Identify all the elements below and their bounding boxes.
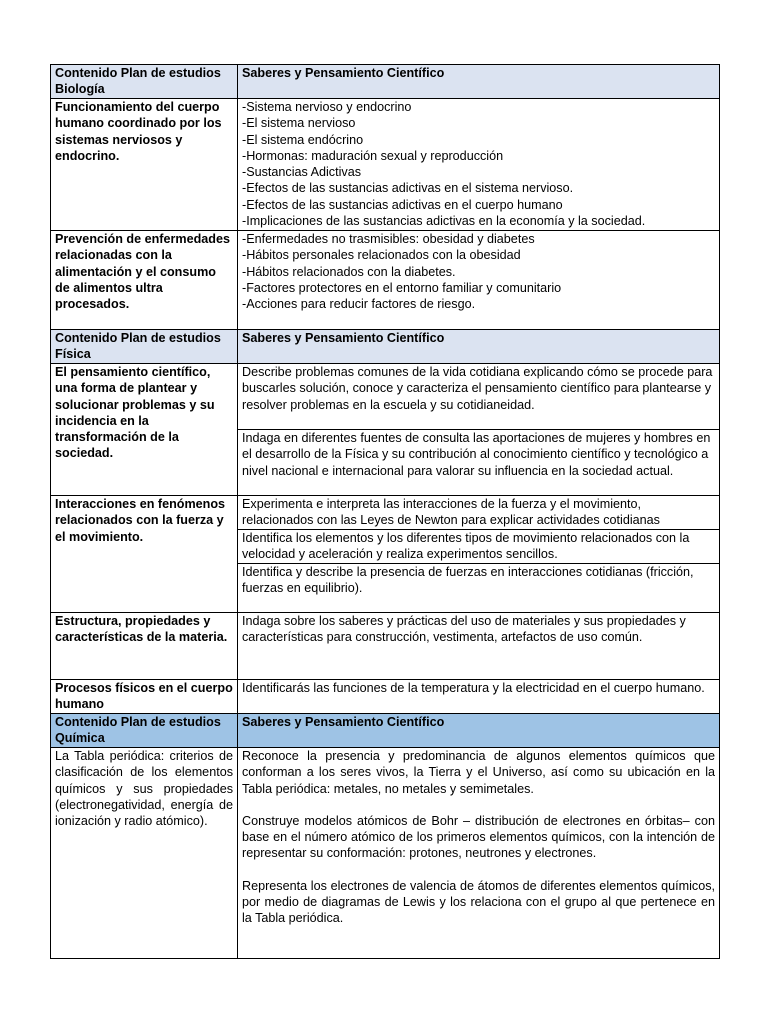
list-item: -Sistema nervioso y endocrino — [242, 100, 412, 114]
curriculum-table — [50, 64, 720, 959]
list-item: -Hábitos personales relacionados con la obesidad — [242, 248, 521, 263]
fisica-topic-2-item-3: Identifica y describe la presencia de fuerzas en interacciones cotidianas (fricción, fuerzas en equilibrio). — [238, 564, 720, 613]
quimica-paragraph: Construye modelos atómicos de Bohr – distribución de electrones en órbitas– con base en el número atómico de los primeros elementos químicos, con la intención de representar su conformación: protones, neutrones y electrones. — [242, 813, 715, 861]
fisica-topic-2-title: Interacciones en fenómenos relacionados con la fuerza y el movimiento. — [51, 496, 238, 613]
list-item: -El sistema nervioso — [242, 116, 356, 131]
list-item: -Efectos de las sustancias adictivas en el sistema nervioso. — [242, 181, 574, 196]
fisica-topic-1-item-1: Describe problemas comunes de la vida cotidiana explicando cómo se procede para buscarles solución, conoce y caracteriza el pensamiento científico para plantearse y resolver problemas en la escuela y su cotidianeidad. — [238, 364, 720, 430]
table-row — [51, 364, 720, 430]
list-item: -El sistema endócrino — [242, 132, 364, 147]
fisica-topic-2-item-1: Experimenta e interpreta las interacciones de la fuerza y el movimiento, relacionados con las Leyes de Newton para explicar actividades cotidianas — [238, 496, 720, 530]
biologia-col1-header: Contenido Plan de estudios Biología — [51, 65, 238, 99]
list-item: -Sustancias Adictivas — [242, 165, 361, 180]
table-row — [51, 613, 720, 680]
table-row — [51, 680, 720, 714]
biologia-header-row — [51, 65, 720, 99]
quimica-paragraph: Reconoce la presencia y predominancia de algunos elementos químicos que conforman a los seres vivos, la Tierra y el Universo, así como su ubicación en la Tabla periódica: metales, no metales y semimetales. — [242, 749, 715, 796]
fisica-topic-1-title: El pensamiento científico, una forma de plantear y solucionar problemas y su incidencia en la transformación de la sociedad. — [51, 364, 238, 496]
fisica-header-row — [51, 330, 720, 364]
list-item: -Hábitos relacionados con la diabetes. — [242, 264, 456, 279]
quimica-header-row — [51, 714, 720, 748]
biologia-topic-2-title: Prevención de enfermedades relacionadas con la alimentación y el consumo de alimentos ultra procesados. — [51, 231, 238, 330]
fisica-topic-1-item-2: Indaga en diferentes fuentes de consulta las aportaciones de mujeres y hombres en el desarrollo de la Física y su contribución al conocimiento científico y tecnológico a nivel nacional e internacional para valorar su influencia en la sociedad actual. — [238, 430, 720, 496]
quimica-col1-header: Contenido Plan de estudios Química — [51, 714, 238, 748]
biologia-topic-1-title: Funcionamiento del cuerpo humano coordinado por los sistemas nerviosos y endocrino. — [51, 99, 238, 231]
fisica-topic-2-item-2: Identifica los elementos y los diferentes tipos de movimiento relacionados con la velocidad y aceleración y realiza experimentos sencillos. — [238, 530, 720, 564]
fisica-topic-3-item-1: Indaga sobre los saberes y prácticas del uso de materiales y sus propiedades y características para construcción, vestimenta, artefactos de uso común. — [238, 613, 720, 680]
table-row — [51, 496, 720, 530]
table-row — [51, 748, 720, 959]
list-item: -Factores protectores en el entorno familiar y comunitario — [242, 280, 562, 295]
fisica-col2-header: Saberes y Pensamiento Científico — [238, 330, 720, 364]
quimica-topic-1-content — [238, 748, 720, 959]
fisica-topic-3-title: Estructura, propiedades y características de la materia. — [51, 613, 238, 680]
quimica-topic-1-title: La Tabla periódica: criterios de clasificación de los elementos químicos y sus propiedades (electronegatividad, energía de ionización y radio atómico). — [51, 748, 238, 959]
biologia-col2-header: Saberes y Pensamiento Científico — [238, 65, 720, 99]
list-item: -Enfermedades no trasmisibles: obesidad y diabetes — [242, 232, 535, 246]
biologia-topic-2-list — [238, 231, 720, 330]
list-item: -Implicaciones de las sustancias adictivas en la economía y la sociedad. — [242, 214, 646, 229]
fisica-col1-header: Contenido Plan de estudios Física — [51, 330, 238, 364]
biologia-topic-1-list — [238, 99, 720, 231]
quimica-col2-header: Saberes y Pensamiento Científico — [238, 714, 720, 748]
list-item: -Acciones para reducir factores de riesgo. — [242, 297, 476, 312]
fisica-topic-4-title: Procesos físicos en el cuerpo humano — [51, 680, 238, 714]
list-item: -Efectos de las sustancias adictivas en el cuerpo humano — [242, 197, 563, 212]
list-item: -Hormonas: maduración sexual y reproducción — [242, 148, 504, 163]
table-row — [51, 99, 720, 231]
table-row — [51, 231, 720, 330]
quimica-paragraph: Representa los electrones de valencia de átomos de diferentes elementos químicos, por medio de diagramas de Lewis y los relaciona con el grupo al que pertenece en la Tabla periódica. — [242, 878, 715, 926]
fisica-topic-4-item-1: Identificarás las funciones de la temperatura y la electricidad en el cuerpo humano. — [238, 680, 720, 714]
